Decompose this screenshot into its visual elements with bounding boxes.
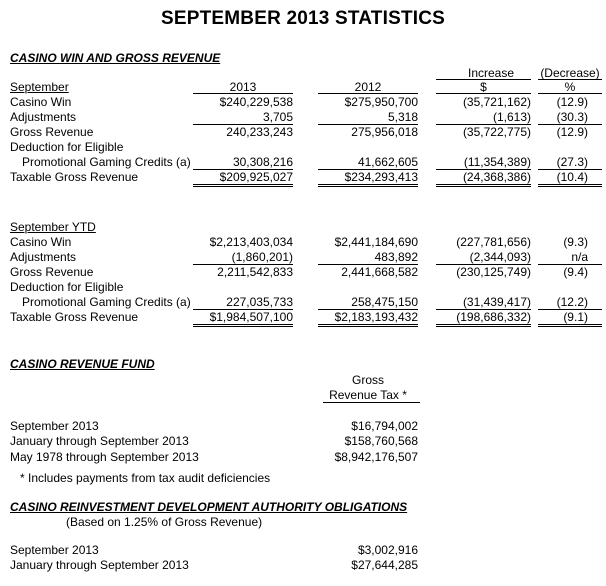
september-label: September [10, 80, 69, 94]
cell-pct: (9.1) [563, 310, 588, 324]
row-label: September 2013 [10, 543, 99, 557]
casino-revenue-fund-heading: CASINO REVENUE FUND [10, 357, 155, 371]
row-value: $16,794,002 [351, 419, 418, 433]
cell-2012: 5,318 [387, 110, 418, 124]
row-value: $3,002,916 [357, 543, 418, 557]
row-label: Adjustments [10, 110, 77, 124]
cell-change: (11,354,389) [463, 155, 531, 169]
cell-change: (35,721,162) [462, 95, 531, 109]
cell-2012: 483,892 [374, 250, 418, 264]
row-label: Gross Revenue [10, 265, 94, 279]
cell-2013: (1,860,201) [231, 250, 293, 264]
percent-header: % [564, 80, 576, 94]
cell-pct: (12.9) [556, 125, 588, 139]
row-label: January through September 2013 [10, 434, 189, 448]
cell-pct: (12.9) [556, 95, 588, 109]
row-label: Deduction for Eligible [10, 140, 124, 154]
cell-change: (31,439,417) [462, 295, 531, 309]
row-value: $27,644,285 [351, 558, 418, 572]
row-label: Casino Win [10, 95, 72, 109]
revenue-tax-header: Revenue Tax * [329, 388, 407, 402]
cell-change: (35,722,775) [462, 125, 531, 139]
cell-2012: $275,950,700 [344, 95, 418, 109]
cell-change: (230,125,749) [456, 265, 531, 279]
cell-pct: n/a [571, 250, 588, 264]
cell-2013: 3,705 [262, 110, 293, 124]
footnote: * Includes payments from tax audit deficiencies [20, 471, 271, 485]
cell-2012: 41,662,605 [357, 155, 418, 169]
page-title: SEPTEMBER 2013 STATISTICS [160, 8, 446, 29]
cell-2013: $240,229,538 [219, 95, 293, 109]
cell-change: (227,781,656) [456, 235, 531, 249]
row-label: January through September 2013 [10, 558, 189, 572]
cell-2013: $209,925,027 [219, 170, 293, 184]
cell-2013: 30,308,216 [232, 155, 293, 169]
gross-header: Gross [351, 373, 384, 387]
cell-change: (198,686,332) [456, 310, 531, 324]
cell-2012: 275,956,018 [351, 125, 418, 139]
row-label: Taxable Gross Revenue [10, 310, 139, 324]
row-value: $8,942,176,507 [334, 450, 418, 464]
increase-header: Increase [467, 66, 515, 80]
cell-2013: $1,984,507,100 [209, 310, 293, 324]
row-label: Promotional Gaming Credits (a) [22, 295, 191, 309]
cell-pct: (12.2) [556, 295, 588, 309]
row-label: Casino Win [10, 235, 72, 249]
cell-2013: 240,233,243 [226, 125, 293, 139]
cell-change: (2,344,093) [469, 250, 531, 264]
cell-pct: (9.3) [563, 235, 588, 249]
crda-subheading: (Based on 1.25% of Gross Revenue) [66, 515, 263, 529]
cell-pct: (27.3) [556, 155, 588, 169]
cell-2012: $2,183,193,432 [334, 310, 418, 324]
cell-2012: 258,475,150 [351, 295, 418, 309]
dollar-header: $ [480, 80, 487, 94]
row-label: Deduction for Eligible [10, 280, 124, 294]
cell-2013: $2,213,403,034 [209, 235, 293, 249]
cell-change: (24,368,386) [462, 170, 531, 184]
row-label: Taxable Gross Revenue [10, 170, 139, 184]
row-label: Gross Revenue [10, 125, 94, 139]
year-2013-header: 2013 [229, 80, 257, 94]
cell-pct: (30.3) [556, 110, 588, 124]
cell-2012: $2,441,184,690 [334, 235, 418, 249]
row-label: Adjustments [10, 250, 77, 264]
year-2012-header: 2012 [354, 80, 382, 94]
september-ytd-label: September YTD [10, 220, 96, 234]
row-label: May 1978 through September 2013 [10, 450, 199, 464]
cell-2012: 2,441,668,582 [341, 265, 418, 279]
row-label: Promotional Gaming Credits (a) [22, 155, 191, 169]
row-label: September 2013 [10, 419, 99, 433]
cell-2013: 227,035,733 [226, 295, 293, 309]
cell-pct: (9.4) [563, 265, 588, 279]
decrease-header: (Decrease) [540, 66, 600, 80]
cell-pct: (10.4) [556, 170, 588, 184]
cell-2013: 2,211,542,833 [217, 265, 293, 279]
casino-win-section-heading: CASINO WIN AND GROSS REVENUE [10, 51, 221, 65]
row-value: $158,760,568 [344, 434, 418, 448]
cell-2012: $234,293,413 [344, 170, 418, 184]
cell-change: (1,613) [492, 110, 531, 124]
crda-heading: CASINO REINVESTMENT DEVELOPMENT AUTHORITY OBLIGATIONS [10, 500, 408, 514]
